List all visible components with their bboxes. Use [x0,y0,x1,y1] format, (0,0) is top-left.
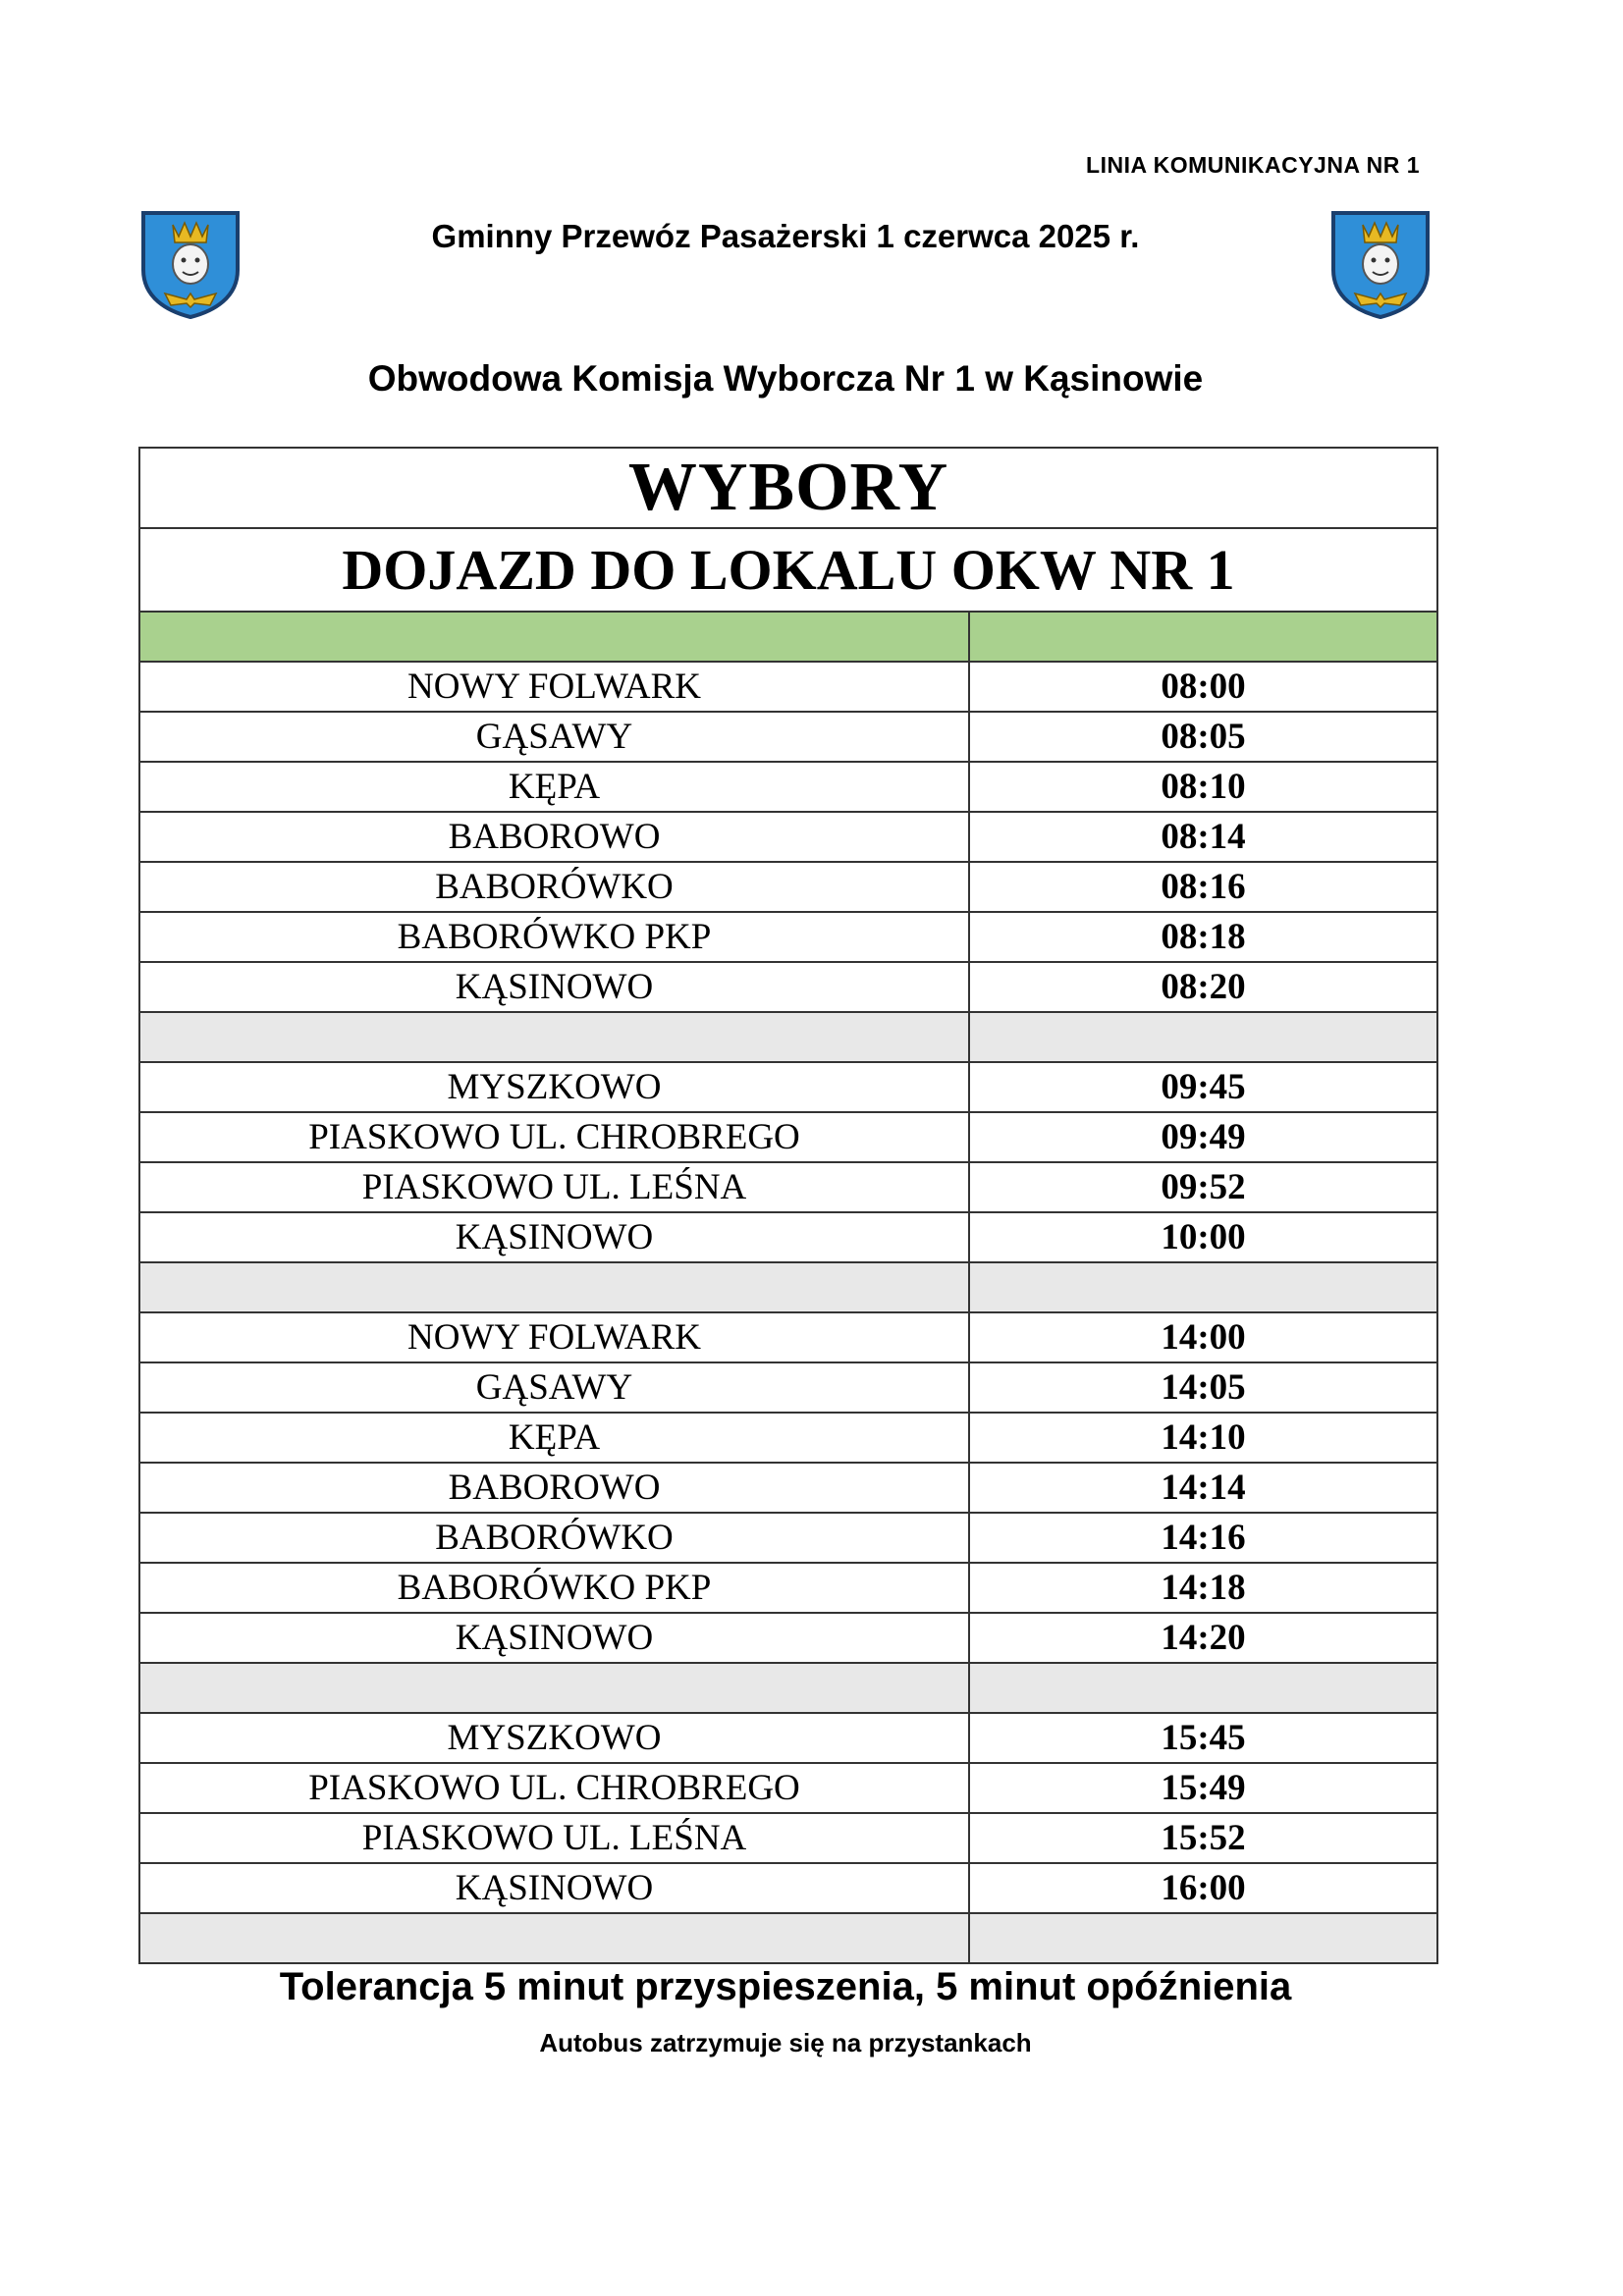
departure-time: 08:00 [969,662,1437,712]
table-row [139,1463,1437,1513]
table-row [139,1713,1437,1763]
stop-name: BABORÓWKO [139,1513,969,1563]
table-row [139,1863,1437,1913]
separator-row [139,1262,1437,1312]
stop-name: KĄSINOWO [139,962,969,1012]
table-row [139,1212,1437,1262]
stop-name: BABOROWO [139,1463,969,1513]
stop-name: PIASKOWO UL. CHROBREGO [139,1112,969,1162]
table-subtitle: DOJAZD DO LOKALU OKW NR 1 [139,528,1437,612]
separator-row [139,1012,1437,1062]
stop-name: KĄSINOWO [139,1212,969,1262]
table-header-row [139,612,1437,662]
departure-time [969,1663,1437,1713]
stop-name [139,1262,969,1312]
table-row [139,962,1437,1012]
departure-time: 10:00 [969,1212,1437,1262]
table-row [139,1763,1437,1813]
bus-stop-note: Autobus zatrzymuje się na przystankach [539,2028,1032,2057]
departure-time: 08:10 [969,762,1437,812]
stop-name: KĘPA [139,1413,969,1463]
table-row [139,712,1437,762]
departure-time [969,1012,1437,1062]
table-row [139,1513,1437,1563]
departure-time: 14:05 [969,1362,1437,1413]
stop-name [139,1913,969,1963]
stop-name: NOWY FOLWARK [139,662,969,712]
departure-time [969,1913,1437,1963]
table-row [139,762,1437,812]
table-row [139,1362,1437,1413]
stop-name: BABOROWO [139,812,969,862]
departure-time: 14:14 [969,1463,1437,1513]
table-row [139,812,1437,862]
header-cell-stop [139,612,969,662]
stop-name: PIASKOWO UL. LEŚNA [139,1813,969,1863]
stop-name [139,1012,969,1062]
stop-name: GĄSAWY [139,712,969,762]
departure-time: 08:14 [969,812,1437,862]
table-row [139,1162,1437,1212]
departure-time: 15:45 [969,1713,1437,1763]
table-row [139,1413,1437,1463]
stop-name: KĘPA [139,762,969,812]
table-row [139,862,1437,912]
table-row [139,1613,1437,1663]
departure-time: 14:10 [969,1413,1437,1463]
stop-name: PIASKOWO UL. CHROBREGO [139,1763,969,1813]
departure-time [969,1262,1437,1312]
departure-time: 08:18 [969,912,1437,962]
tolerance-note: Tolerancja 5 minut przyspieszenia, 5 minut opóźnienia [279,1965,1292,2008]
table-row [139,1112,1437,1162]
stop-name [139,1663,969,1713]
departure-time: 09:45 [969,1062,1437,1112]
table-row [139,1312,1437,1362]
table-row [139,1062,1437,1112]
stop-name: GĄSAWY [139,1362,969,1413]
departure-time: 14:20 [969,1613,1437,1663]
departure-time: 09:52 [969,1162,1437,1212]
departure-time: 14:16 [969,1513,1437,1563]
stop-name: NOWY FOLWARK [139,1312,969,1362]
departure-time: 15:49 [969,1763,1437,1813]
departure-time: 15:52 [969,1813,1437,1863]
stop-name: PIASKOWO UL. LEŚNA [139,1162,969,1212]
committee-title: Obwodowa Komisja Wyborcza Nr 1 w Kąsinowie [367,358,1204,399]
departure-time: 08:05 [969,712,1437,762]
stop-name: BABORÓWKO [139,862,969,912]
table-title: WYBORY [139,448,1437,528]
table-title-row [139,448,1437,528]
departure-time: 09:49 [969,1112,1437,1162]
table-row [139,912,1437,962]
schedule-table [138,447,1438,1964]
departure-time: 08:20 [969,962,1437,1012]
table-row [139,1813,1437,1863]
departure-time: 08:16 [969,862,1437,912]
stop-name: BABORÓWKO PKP [139,912,969,962]
departure-time: 16:00 [969,1863,1437,1913]
stop-name: BABORÓWKO PKP [139,1563,969,1613]
departure-time: 14:00 [969,1312,1437,1362]
table-subtitle-row [139,528,1437,612]
stop-name: KĄSINOWO [139,1863,969,1913]
header-cell-time [969,612,1437,662]
stop-name: MYSZKOWO [139,1062,969,1112]
stop-name: MYSZKOWO [139,1713,969,1763]
departure-time: 14:18 [969,1563,1437,1613]
table-row [139,1563,1437,1613]
document-subtitle: Gminny Przewóz Pasażerski 1 czerwca 2025 r. [431,218,1140,254]
separator-row [139,1913,1437,1963]
separator-row [139,1663,1437,1713]
table-row [139,662,1437,712]
line-label: LINIA KOMUNIKACYJNA NR 1 [1086,152,1420,178]
stop-name: KĄSINOWO [139,1613,969,1663]
